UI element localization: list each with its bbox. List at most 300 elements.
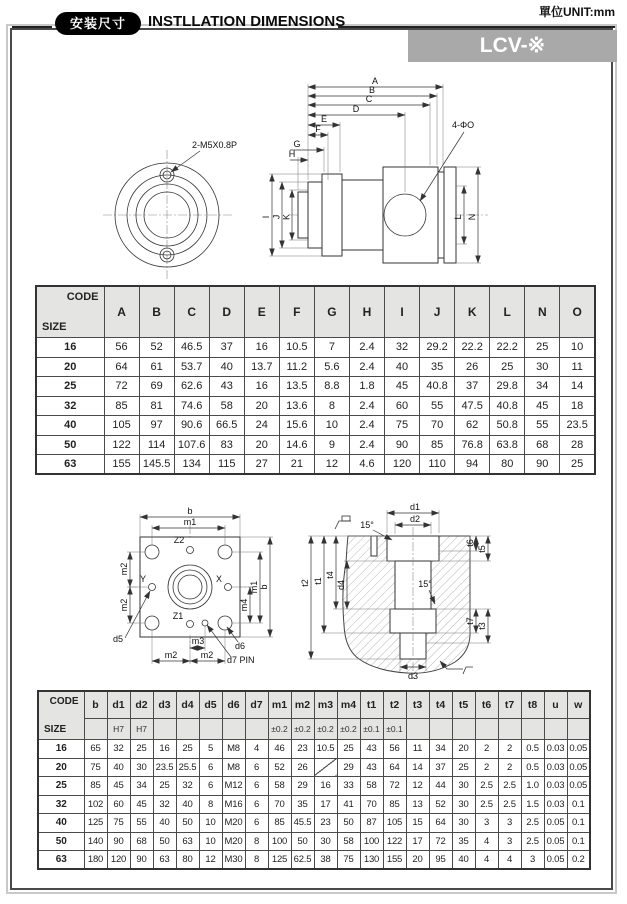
value-cell: 35 [420,357,455,377]
tolerance-cell [429,719,452,740]
value-cell: 8.8 [314,377,349,397]
tolerance-cell [245,719,268,740]
dim-I: I [261,215,271,219]
value-cell: 22.2 [490,338,525,358]
value-cell: 140 [84,832,107,851]
value-cell: 87 [360,814,383,833]
value-cell: 50 [153,832,176,851]
value-cell: 40.8 [420,377,455,397]
value-cell: 10 [560,338,595,358]
dim-b-right: b [259,584,269,590]
dim-C: C [365,94,373,104]
column-header: t8 [521,691,544,719]
value-cell: 68 [525,435,560,455]
value-cell: 6 [245,795,268,814]
size-header: 20 [38,758,84,777]
dim-L: L [453,214,463,220]
dim-m4: m4 [239,598,249,612]
dim-m2-left-upper: m2 [119,562,129,576]
surface-finish-icon [335,516,351,529]
value-cell: 9 [314,435,349,455]
value-cell: 12 [199,851,222,870]
value-cell: 55 [420,396,455,416]
value-cell: 2.5 [521,814,544,833]
value-cell: 34 [130,777,153,796]
value-cell: 14 [560,377,595,397]
value-cell: 114 [139,435,174,455]
value-cell: 75 [107,814,130,833]
value-cell: 2 [475,740,498,759]
value-cell: 62.5 [291,851,314,870]
value-cell: 56 [383,740,406,759]
value-cell: M20 [222,832,245,851]
value-cell: 40 [153,814,176,833]
value-cell: 1.8 [349,377,384,397]
section-badge: 安装尺寸 [55,12,141,35]
value-cell: 68 [130,832,153,851]
value-cell: 70 [268,795,291,814]
value-cell: 2.4 [349,396,384,416]
value-cell: 18 [560,396,595,416]
value-cell: 29 [291,777,314,796]
value-cell: 97 [139,416,174,436]
tolerance-cell [521,719,544,740]
dimensions-table-1 [35,285,596,475]
value-cell: 6 [199,777,222,796]
callout-d5: d5 [113,634,124,644]
value-cell: 90.6 [174,416,209,436]
column-header: m2 [291,691,314,719]
value-cell: 45 [107,777,130,796]
value-cell: 37 [429,758,452,777]
table-row [36,338,595,358]
value-cell: 2.5 [475,777,498,796]
value-cell: 4.6 [349,455,384,475]
dim-t4: t4 [325,571,335,579]
value-cell: M8 [222,740,245,759]
value-cell: 50 [337,814,360,833]
value-cell: 14.6 [279,435,314,455]
value-cell: 40 [209,357,244,377]
dim-d1: d1 [409,502,421,512]
value-cell: 56 [104,338,139,358]
label-Y: Y [139,574,147,584]
column-header: D [209,286,244,338]
value-cell: 11 [560,357,595,377]
value-cell: 43 [360,758,383,777]
value-cell: 35 [291,795,314,814]
value-cell: 0.05 [544,814,567,833]
value-cell: 10 [199,832,222,851]
value-cell: 25 [560,455,595,475]
value-cell: 45 [525,396,560,416]
value-cell: 40 [452,851,475,870]
dim-t6: t6 [465,539,475,547]
value-cell: 46 [268,740,291,759]
dim-G: G [293,139,301,149]
value-cell: 58 [209,396,244,416]
table-row [38,814,590,833]
value-cell: 32 [153,795,176,814]
column-header: m3 [314,691,337,719]
dim-J: J [271,214,282,220]
dim-B: B [368,85,376,95]
value-cell: 60 [107,795,130,814]
column-header: m1 [268,691,291,719]
column-header: u [544,691,567,719]
value-cell: 41 [337,795,360,814]
dim-t2: t2 [300,579,310,587]
value-cell: 13.7 [244,357,279,377]
value-cell: 2.4 [349,357,384,377]
value-cell: 2 [498,740,521,759]
value-cell: 5 [199,740,222,759]
column-header: t1 [360,691,383,719]
column-header: t2 [383,691,406,719]
dim-E: E [320,114,328,124]
value-cell: 25 [490,357,525,377]
value-cell: M8 [222,758,245,777]
column-header: d1 [107,691,130,719]
column-header: I [385,286,420,338]
table-row [36,396,595,416]
value-cell: 12 [406,777,429,796]
column-header: d7 [245,691,268,719]
column-header: d3 [153,691,176,719]
value-cell: 0.5 [521,740,544,759]
value-cell: 72 [429,832,452,851]
value-cell: 37 [455,377,490,397]
value-cell: 70 [420,416,455,436]
value-cell: 30 [452,795,475,814]
hole-callout: 4-ΦO [452,120,475,130]
value-cell: 13.5 [279,377,314,397]
value-cell: 10.5 [314,740,337,759]
value-cell: 63.8 [490,435,525,455]
tolerance-cell [84,719,107,740]
table-row [38,777,590,796]
value-cell: 6 [245,777,268,796]
value-cell: 25 [153,777,176,796]
value-cell: 20 [244,396,279,416]
value-cell: 0.03 [544,740,567,759]
value-cell: 29.8 [490,377,525,397]
value-cell: 120 [107,851,130,870]
tolerance-cell [153,719,176,740]
value-cell: 62.6 [174,377,209,397]
value-cell: 25.5 [176,758,199,777]
column-header: t5 [452,691,475,719]
value-cell: 55 [130,814,153,833]
value-cell: 107.6 [174,435,209,455]
value-cell: 76.8 [455,435,490,455]
value-cell: 125 [84,814,107,833]
value-cell: 50 [291,832,314,851]
value-cell: 83 [209,435,244,455]
value-cell: 52 [139,338,174,358]
value-cell: 65 [84,740,107,759]
size-header: 32 [36,396,104,416]
column-header: L [490,286,525,338]
value-cell: 58 [268,777,291,796]
value-cell: 34 [525,377,560,397]
value-cell: 122 [383,832,406,851]
size-header: 63 [36,455,104,475]
value-cell: 110 [420,455,455,475]
value-cell: 64 [104,357,139,377]
value-cell: 0.03 [544,758,567,777]
value-cell: 21 [279,455,314,475]
dim-m2-left-lower: m2 [119,598,129,612]
unit-label: 單位UNIT:mm [538,5,615,19]
column-header: J [420,286,455,338]
tolerance-cell: ±0.2 [291,719,314,740]
size-header: 16 [36,338,104,358]
value-cell: 155 [383,851,406,870]
value-cell: 7 [314,338,349,358]
value-cell: 28 [560,435,595,455]
value-cell: 2.4 [349,416,384,436]
tolerance-cell: ±0.2 [314,719,337,740]
value-cell: 61 [139,357,174,377]
value-cell: 46.5 [174,338,209,358]
value-cell: 11.2 [279,357,314,377]
value-cell: 85 [84,777,107,796]
dim-D: D [352,104,360,114]
column-header: w [567,691,590,719]
table-row [36,357,595,377]
value-cell: 23.5 [560,416,595,436]
dim-b-top: b [187,506,193,516]
value-cell: 0.5 [521,758,544,777]
dim-m2-bottom-right: m2 [200,650,214,660]
label-Z2: Z2 [173,535,185,545]
valve-drawing-bottom [95,483,525,688]
dim-m1-top: m1 [183,517,197,527]
table-row [36,416,595,436]
value-cell: 25 [452,758,475,777]
label-Z1: Z1 [172,611,184,621]
value-cell: 74.6 [174,396,209,416]
value-cell: 64 [383,758,406,777]
tolerance-cell: ±0.1 [383,719,406,740]
callout-d6: d6 [235,641,246,651]
value-cell: 13.6 [279,396,314,416]
value-cell: 105 [383,814,406,833]
dim-t5: t5 [477,545,487,553]
value-cell: 94 [455,455,490,475]
value-cell: 45 [130,795,153,814]
value-cell: 72 [383,777,406,796]
dimension-table [37,690,591,870]
value-cell: 11 [406,740,429,759]
table-row [38,758,590,777]
value-cell: 66.5 [209,416,244,436]
value-cell: 8 [314,396,349,416]
value-cell: 22.2 [455,338,490,358]
column-header: m4 [337,691,360,719]
value-cell: 58 [360,777,383,796]
header-rule-left [12,26,52,28]
value-cell: 122 [104,435,139,455]
dim-t1: t1 [313,577,323,585]
value-cell: 25 [176,740,199,759]
value-cell: 1.0 [521,777,544,796]
size-header: 16 [38,740,84,759]
value-cell: 40 [176,795,199,814]
table-row [36,377,595,397]
table-row [38,851,590,870]
column-header: d5 [199,691,222,719]
value-cell: 55 [525,416,560,436]
tolerance-cell [544,719,567,740]
column-header: d6 [222,691,245,719]
value-cell: 6 [245,758,268,777]
value-cell: 52 [429,795,452,814]
value-cell: 44 [429,777,452,796]
value-cell: 95 [429,851,452,870]
value-cell: 0.03 [544,795,567,814]
size-header: 25 [36,377,104,397]
value-cell: 0.05 [544,832,567,851]
column-header: N [525,286,560,338]
value-cell: 125 [268,851,291,870]
tolerance-cell [567,719,590,740]
value-cell: 102 [84,795,107,814]
value-cell: 0.03 [544,777,567,796]
tolerance-cell [452,719,475,740]
value-cell: 6 [199,758,222,777]
value-cell: 20 [406,851,429,870]
value-cell: 3 [498,814,521,833]
front-view-drawing [103,140,237,280]
value-cell: 75 [385,416,420,436]
value-cell: 47.5 [455,396,490,416]
value-cell: 15 [406,814,429,833]
value-cell: 69 [139,377,174,397]
column-header: b [84,691,107,719]
value-cell: 134 [174,455,209,475]
value-cell: 37 [209,338,244,358]
value-cell: 52 [268,758,291,777]
value-cell: 90 [130,851,153,870]
value-cell: 81 [139,396,174,416]
column-header: d2 [130,691,153,719]
value-cell: 0.05 [567,777,590,796]
value-cell: 145.5 [139,455,174,475]
label-X: X [215,574,223,584]
value-cell: 2.5 [521,832,544,851]
value-cell: 34 [429,740,452,759]
tolerance-cell [406,719,429,740]
value-cell: 2.5 [475,795,498,814]
value-cell: 23 [291,740,314,759]
value-cell: 13 [406,795,429,814]
value-cell: 3 [498,832,521,851]
dim-H: H [288,149,296,159]
value-cell: 85 [420,435,455,455]
value-cell: 16 [153,740,176,759]
value-cell: 25 [525,338,560,358]
value-cell: 1.5 [521,795,544,814]
value-cell: 2 [475,758,498,777]
value-cell: 26 [455,357,490,377]
tolerance-cell: H7 [107,719,130,740]
flange-face-drawing [113,506,273,665]
size-header: 50 [38,832,84,851]
value-cell: 90 [385,435,420,455]
value-cell: 2.5 [498,795,521,814]
dim-t3: t3 [477,622,487,630]
value-cell: 3 [475,814,498,833]
value-cell: 17 [406,832,429,851]
value-cell: 60 [385,396,420,416]
value-cell: 2.5 [498,777,521,796]
value-cell: 45.5 [291,814,314,833]
value-cell: 24 [244,416,279,436]
dim-A: A [371,76,379,86]
dim-F: F [315,124,321,134]
value-cell: 2.4 [349,435,384,455]
header-rule-right [338,26,615,28]
value-cell: 80 [490,455,525,475]
value-cell: 30 [314,832,337,851]
value-cell: 29.2 [420,338,455,358]
value-cell: 100 [268,832,291,851]
value-cell: 16 [314,777,337,796]
dim-N: N [467,213,477,221]
value-cell: 40 [107,758,130,777]
thread-label: 2-M5X0.8P [192,140,238,150]
value-cell: 30 [452,814,475,833]
value-cell: 30 [452,777,475,796]
angle-mid: 15° [418,579,432,589]
table-row [38,795,590,814]
value-cell: 0.1 [567,814,590,833]
value-cell: 14 [406,758,429,777]
value-cell: 43 [209,377,244,397]
value-cell: 27 [244,455,279,475]
tolerance-cell [222,719,245,740]
value-cell: 23 [314,814,337,833]
size-header: 40 [38,814,84,833]
value-cell: 4 [498,851,521,870]
value-cell: 85 [104,396,139,416]
dimensions-table-2 [37,690,591,870]
value-cell: 90 [107,832,130,851]
value-cell: 50.8 [490,416,525,436]
value-cell: 6 [245,814,268,833]
dim-d3: d3 [407,671,419,681]
value-cell: 0.2 [567,851,590,870]
corner-header: CODE SIZE [36,286,104,338]
value-cell: 33 [337,777,360,796]
size-header: 63 [38,851,84,870]
value-cell: 40 [385,357,420,377]
column-header: C [174,286,209,338]
table-row [38,740,590,759]
value-cell: 90 [525,455,560,475]
value-cell: 30 [130,758,153,777]
value-cell: 130 [360,851,383,870]
value-cell: 105 [104,416,139,436]
table-row [38,832,590,851]
value-cell: 2.4 [349,338,384,358]
dim-m1-right: m1 [249,580,259,594]
section-title: INSTLLATION DIMENSIONS [148,13,346,30]
value-cell: 115 [209,455,244,475]
column-header: t7 [498,691,521,719]
